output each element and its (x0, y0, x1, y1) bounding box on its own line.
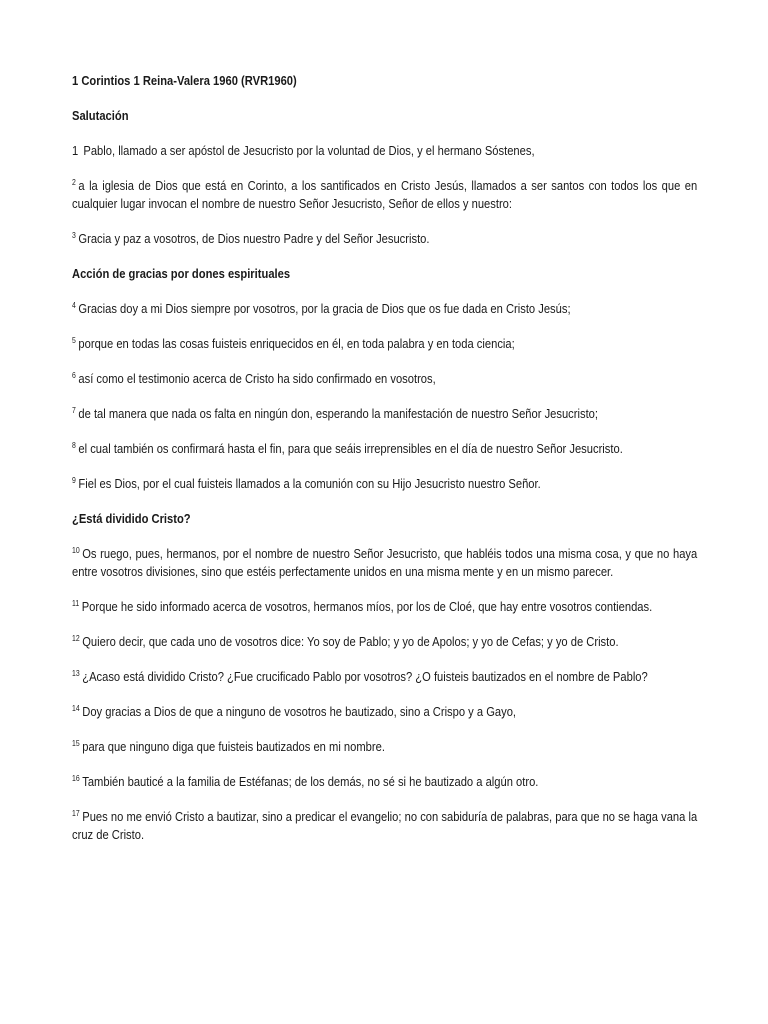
section-heading: Salutación (72, 108, 129, 123)
verse (72, 335, 697, 353)
verse (72, 808, 697, 844)
verse (72, 475, 697, 493)
verse-text: de tal manera que nada os falta en ningún don, esperando la manifestación de nuestro Señor Jesucristo; (78, 406, 599, 421)
document-body (72, 72, 697, 844)
verse-number: 7 (72, 406, 76, 415)
verse (72, 633, 697, 651)
verse-text: Pues no me envió Cristo a bautizar, sino a predicar el evangelio; no con sabiduría de palabras, para que no se haga vana la cruz de Cristo. (72, 809, 698, 842)
verse-number: 11 (72, 599, 80, 608)
verse-number: 13 (72, 669, 80, 678)
verse-text: Pablo, llamado a ser apóstol de Jesucristo por la voluntad de Dios, y el hermano Sóstenes, (83, 143, 535, 158)
verse (72, 545, 697, 581)
verse-text: para que ninguno diga que fuisteis bautizados en mi nombre. (82, 739, 385, 754)
verse-number: 15 (72, 739, 80, 748)
verse (72, 177, 697, 213)
verse-number: 2 (72, 178, 76, 187)
verse-number: 10 (72, 546, 80, 555)
section-heading: ¿Está dividido Cristo? (72, 511, 191, 526)
verse (72, 668, 697, 686)
verse-number: 9 (72, 476, 76, 485)
verse-number: 5 (72, 336, 76, 345)
verse-text: así como el testimonio acerca de Cristo ha sido confirmado en vosotros, (78, 371, 436, 386)
verse-number: 12 (72, 634, 80, 643)
verse-number: 6 (72, 371, 76, 380)
verse-text: Porque he sido informado acerca de vosotros, hermanos míos, por los de Cloé, que hay entre vosotros contiendas. (81, 599, 653, 614)
verse-number: 1 (72, 143, 79, 158)
document-title: 1 Corintios 1 Reina-Valera 1960 (RVR1960) (72, 73, 297, 88)
verse-text: Fiel es Dios, por el cual fuisteis llamados a la comunión con su Hijo Jesucristo nuestro Señor. (78, 476, 541, 491)
verse-number: 3 (72, 231, 76, 240)
verse-text: a la iglesia de Dios que está en Corinto, a los santificados en Cristo Jesús, llamados a ser santos con todos los que en cualquier lugar invocan el nombre de nuestro Señor Jesucristo, Señor de ellos y nuestro: (72, 178, 698, 211)
verse-text: También bauticé a la familia de Estéfanas; de los demás, no sé si he bautizado a algún otro. (82, 774, 539, 789)
verse (72, 300, 697, 318)
verse-text: Quiero decir, que cada uno de vosotros dice: Yo soy de Pablo; y yo de Apolos; y yo de Cefas; y yo de Cristo. (82, 634, 619, 649)
verse (72, 142, 697, 160)
verse-text: Gracias doy a mi Dios siempre por vosotros, por la gracia de Dios que os fue dada en Cristo Jesús; (78, 301, 571, 316)
verse-text: Doy gracias a Dios de que a ninguno de vosotros he bautizado, sino a Crispo y a Gayo, (82, 704, 517, 719)
verse-text: Gracia y paz a vosotros, de Dios nuestro Padre y del Señor Jesucristo. (78, 231, 430, 246)
verse (72, 405, 697, 423)
verse (72, 773, 697, 791)
section-heading: Acción de gracias por dones espirituales (72, 266, 291, 281)
verse (72, 738, 697, 756)
verse-number: 4 (72, 301, 76, 310)
verse-text: el cual también os confirmará hasta el fin, para que seáis irreprensibles en el día de nuestro Señor Jesucristo. (78, 441, 623, 456)
verse-text: porque en todas las cosas fuisteis enriquecidos en él, en toda palabra y en toda ciencia; (78, 336, 515, 351)
verse-text: Os ruego, pues, hermanos, por el nombre de nuestro Señor Jesucristo, que habléis todos una misma cosa, y que no haya entre vosotros divisiones, sino que estéis perfectamente unidos en una misma mente y en un mismo parecer. (72, 546, 698, 579)
verse-text: ¿Acaso está dividido Cristo? ¿Fue crucificado Pablo por vosotros? ¿O fuisteis bautizados en el nombre de Pablo? (82, 669, 648, 684)
verse-number: 14 (72, 704, 80, 713)
verse (72, 703, 697, 721)
document-page (72, 72, 698, 861)
verse (72, 440, 697, 458)
verse-number: 8 (72, 441, 76, 450)
verse-number: 16 (72, 774, 80, 783)
verse (72, 370, 697, 388)
verse-number: 17 (72, 809, 80, 818)
verse (72, 230, 697, 248)
verse (72, 598, 697, 616)
